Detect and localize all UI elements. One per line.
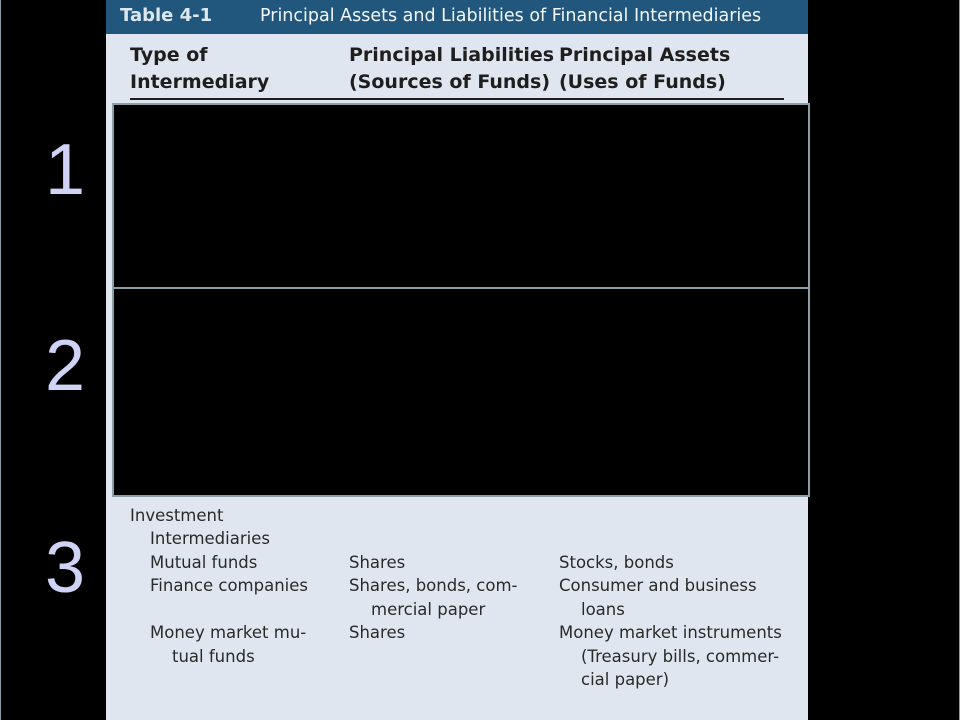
row-1-liabilities: Shares: [349, 553, 406, 572]
row-1-assets: Stocks, bonds: [559, 553, 674, 572]
row-2-assets-1: Consumer and business: [559, 576, 757, 595]
row-3-assets-3: cial paper): [581, 670, 670, 689]
header-type: [130, 42, 269, 96]
header-assets: [559, 42, 730, 96]
row-1-type: Mutual funds: [150, 553, 258, 572]
row-3-type-2: tual funds: [172, 646, 255, 666]
header-liabilities-line-2: (Sources of Funds): [349, 71, 551, 93]
header-liabilities: [349, 42, 554, 96]
row-2-liabilities-1: Shares, bonds, com-: [349, 576, 518, 595]
mask-box-1: [112, 103, 810, 289]
left-frame-line: [0, 0, 1, 720]
section-label: Investment: [130, 506, 224, 525]
header-rule: [130, 98, 784, 100]
row-2-type: Finance companies: [150, 576, 308, 595]
marker-2: 2: [44, 326, 86, 406]
row-assets: [559, 574, 757, 621]
row-3-liabilities: Shares: [349, 623, 406, 642]
marker-3: 3: [44, 528, 86, 608]
header-type-line-2: Intermediary: [130, 71, 270, 93]
table-title-bar: [106, 0, 808, 34]
row-type: [150, 574, 308, 598]
row-assets: [559, 551, 674, 575]
header-assets-line-1: Principal Assets: [559, 44, 731, 66]
marker-1: 1: [44, 130, 86, 210]
header-liabilities-line-1: Principal Liabilities: [349, 44, 555, 66]
row-type: [150, 551, 257, 575]
table-number: Table 4-1: [120, 5, 213, 26]
row-3-type-1: Money market mu-: [150, 623, 307, 642]
row-liabilities: [349, 621, 405, 645]
row-assets: [559, 621, 782, 692]
row-3-assets-2: (Treasury bills, commer-: [581, 646, 780, 666]
header-type-line-1: Type of: [130, 44, 208, 66]
row-type: [150, 621, 306, 668]
row-2-liabilities-2: mercial paper: [371, 599, 486, 619]
row-liabilities: [349, 551, 405, 575]
section-sublabel: Intermediaries: [150, 529, 270, 548]
mask-box-2: [112, 287, 810, 497]
row-2-assets-2: loans: [581, 599, 625, 619]
table-title: Principal Assets and Liabilities of Financial Intermediaries: [260, 6, 762, 26]
row-liabilities: [349, 574, 517, 621]
row-3-assets-1: Money market instruments: [559, 623, 782, 642]
header-assets-line-2: (Uses of Funds): [559, 71, 726, 93]
